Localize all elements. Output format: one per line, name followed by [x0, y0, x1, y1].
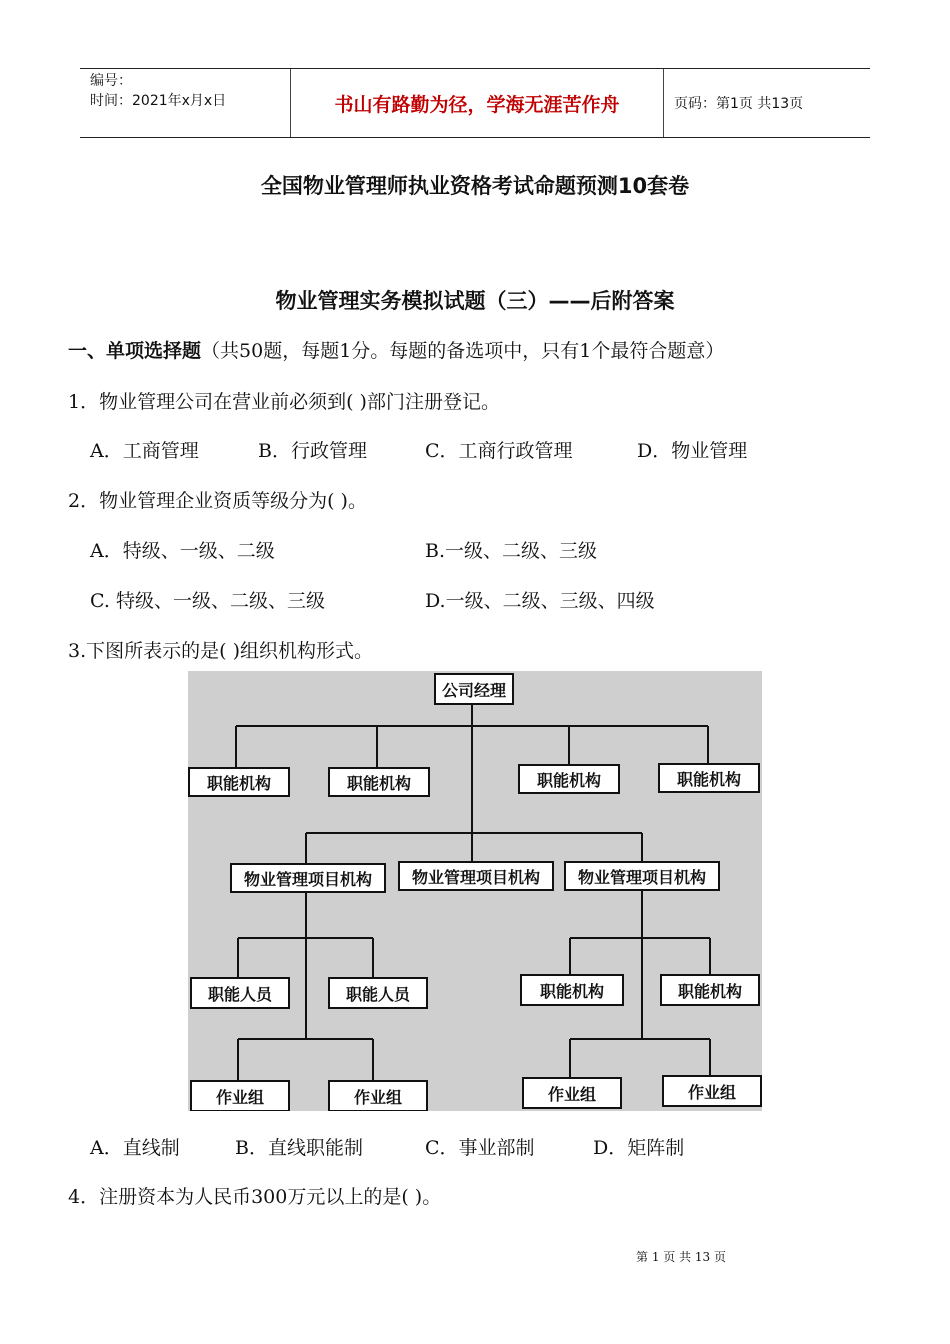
project-unit-box-1: 物业管理项目机构: [230, 863, 386, 893]
q2-option-a: A．特级、一级、二级: [90, 540, 275, 562]
q3-option-a: A．直线制: [90, 1137, 180, 1159]
header-page-info: 页码：第1页 共13页: [674, 96, 804, 112]
question-2-stem: 2．物业管理企业资质等级分为( )。: [68, 490, 367, 512]
project-functional-box-1: 职能机构: [520, 974, 624, 1006]
q1-option-c: C．工商行政管理: [425, 440, 573, 462]
q2-option-b: B.一级、二级、三级: [425, 540, 598, 562]
q2-option-d: D.一级、二级、三级、四级: [425, 590, 655, 612]
page-footer: 第 1 页 共 13 页: [636, 1250, 726, 1264]
page-header: [80, 68, 870, 138]
functional-unit-box-2: 职能机构: [328, 767, 430, 797]
q3-option-c: C．事业部制: [425, 1137, 535, 1159]
section-heading-label: 一、单项选择题: [68, 340, 202, 362]
project-unit-box-2: 物业管理项目机构: [398, 861, 554, 891]
workgroup-box-2: 作业组: [328, 1080, 428, 1111]
time-label: 时间：2021年x月x日: [90, 93, 227, 109]
functional-unit-box-1: 职能机构: [188, 767, 290, 797]
question-4-stem: 4．注册资本为人民币300万元以上的是( )。: [68, 1186, 442, 1208]
functional-unit-box-4: 职能机构: [658, 763, 760, 793]
q2-option-c: C. 特级、一级、二级、三级: [90, 590, 325, 612]
q3-option-b: B．直线职能制: [235, 1137, 363, 1159]
workgroup-box-1: 作业组: [190, 1080, 290, 1111]
workgroup-box-3: 作业组: [522, 1077, 622, 1109]
q3-option-d: D．矩阵制: [593, 1137, 685, 1159]
staff-box-1: 职能人员: [190, 977, 290, 1009]
company-manager-box: 公司经理: [434, 673, 514, 705]
project-unit-box-3: 物业管理项目机构: [564, 861, 720, 891]
workgroup-box-4: 作业组: [662, 1075, 762, 1107]
q1-option-d: D．物业管理: [637, 440, 748, 462]
section-heading: [68, 336, 724, 363]
question-3-stem: 3.下图所表示的是( )组织机构形式。: [68, 640, 373, 662]
q1-option-a: A．工商管理: [90, 440, 199, 462]
org-chart-figure: [188, 671, 762, 1111]
number-label: 编号：: [90, 73, 132, 89]
header-left: [80, 69, 290, 137]
staff-box-2: 职能人员: [328, 977, 428, 1009]
project-functional-box-2: 职能机构: [660, 974, 760, 1006]
main-title: 全国物业管理师执业资格考试命题预测10套卷: [260, 174, 690, 198]
functional-unit-box-3: 职能机构: [518, 764, 620, 794]
sub-title: 物业管理实务模拟试题（三）——后附答案: [275, 289, 675, 313]
question-1-stem: 1．物业管理公司在营业前必须到( )部门注册登记。: [68, 391, 500, 413]
section-note: （共50题，每题1分。每题的备选项中，只有1个最符合题意）: [201, 340, 725, 362]
q1-option-b: B．行政管理: [258, 440, 367, 462]
header-motto: 书山有路勤为径，学海无涯苦作舟: [290, 69, 664, 137]
